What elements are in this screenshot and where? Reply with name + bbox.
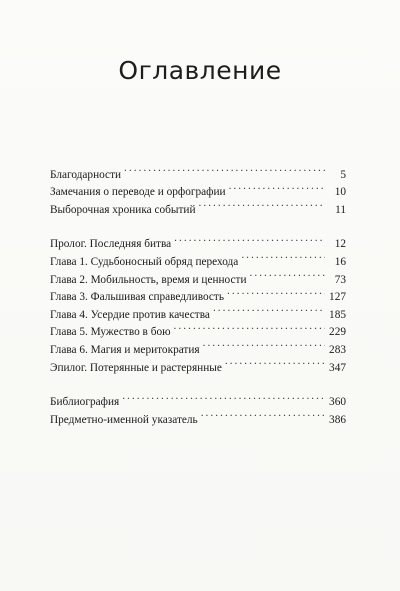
toc-entry-page: 185: [329, 308, 346, 321]
dot-leader: [203, 335, 325, 353]
dot-leader: [250, 265, 326, 283]
toc-entry-label: Глава 1. Судьбоносный обряд перехода: [50, 255, 239, 268]
toc-entry[interactable]: [50, 388, 346, 409]
toc-entry-page: 5: [340, 168, 346, 181]
toc-entry-page: 360: [329, 396, 346, 409]
toc-entry-label: Выборочная хроника событий: [50, 203, 196, 216]
dot-leader: [174, 318, 325, 336]
toc-entry-label: Глава 6. Магия и меритократия: [50, 343, 200, 356]
dot-leader: [229, 178, 325, 196]
toc-entry-label: Предметно-именной указатель: [50, 413, 198, 426]
toc-entry-page: 11: [335, 203, 346, 216]
toc-entry-page: 127: [329, 291, 346, 304]
dot-leader: [241, 247, 325, 265]
toc-entry-label: Глава 2. Мобильность, время и ценности: [50, 273, 247, 286]
dot-leader: [225, 353, 325, 371]
dot-leader: [201, 405, 325, 423]
toc-entry-page: 347: [329, 361, 346, 374]
toc-entry-label: Библиография: [50, 396, 120, 409]
toc-group-chapters: [50, 230, 346, 374]
toc-entry-page: 73: [334, 273, 346, 286]
toc-entry-label: Пролог. Последняя битва: [50, 238, 172, 251]
toc-entry[interactable]: [50, 160, 346, 181]
toc-entry-label: Глава 3. Фальшивая справедливость: [50, 291, 225, 304]
dot-leader: [227, 283, 325, 301]
dot-leader: [213, 300, 325, 318]
table-of-contents: [50, 160, 346, 426]
toc-entry-label: Благодарности: [50, 168, 122, 181]
dot-leader: [174, 230, 325, 248]
toc-group-front-matter: [50, 160, 346, 216]
toc-entry-label: Глава 4. Усердие против качества: [50, 308, 210, 321]
toc-entry-page: 16: [334, 255, 346, 268]
dot-leader: [124, 160, 325, 178]
toc-entry-label: Замечания о переводе и орфографии: [50, 186, 226, 199]
toc-entry-page: 229: [329, 326, 346, 339]
toc-entry-label: Эпилог. Потерянные и растерянные: [50, 361, 222, 374]
page-title: Оглавление: [118, 56, 282, 85]
dot-leader: [122, 388, 325, 406]
dot-leader: [199, 195, 325, 213]
toc-entry-label: Глава 5. Мужество в бою: [50, 326, 171, 339]
toc-entry-page: 10: [334, 186, 346, 199]
toc-entry-page: 386: [329, 413, 346, 426]
toc-entry-page: 12: [334, 238, 346, 251]
toc-entry[interactable]: [50, 230, 346, 251]
toc-group-back-matter: [50, 388, 346, 426]
toc-entry-page: 283: [329, 343, 346, 356]
